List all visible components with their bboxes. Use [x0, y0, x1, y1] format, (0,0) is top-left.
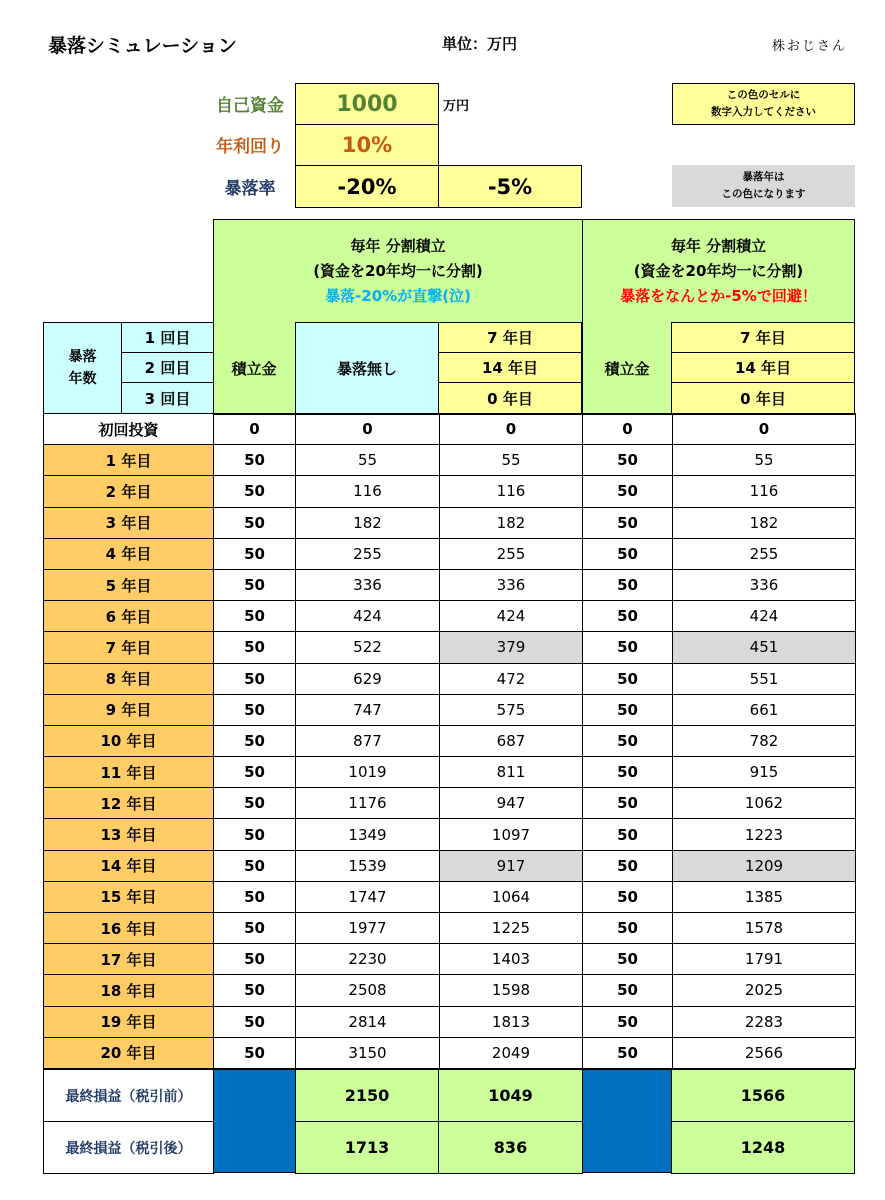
contribution-cell: 50: [583, 850, 673, 881]
year-label: 15 年目: [44, 881, 214, 912]
no-crash-cell: 1539: [296, 850, 440, 881]
scenario-a-cell: 1813: [440, 1006, 583, 1037]
contribution-cell: 50: [214, 757, 296, 788]
scenario-b-cell: 55: [673, 445, 856, 476]
scenario-b-cell: 661: [673, 694, 856, 725]
no-crash-cell: 2508: [296, 975, 440, 1006]
contribution-cell: 50: [583, 819, 673, 850]
contribution-cell: 50: [214, 569, 296, 600]
crash-rate-label: 暴落率: [224, 178, 276, 199]
table-row: [44, 788, 856, 819]
page-title: 暴落シミュレーション: [48, 35, 237, 57]
final-posttax-label: 最終損益（税引後）: [43, 1121, 214, 1174]
contribution-cell: 50: [214, 944, 296, 975]
scenario-a-cell: 1598: [440, 975, 583, 1006]
contribution-cell: 50: [214, 694, 296, 725]
unit-label: 単位：万円: [442, 35, 518, 53]
final-posttax-b: 1248: [671, 1121, 855, 1174]
contribution-cell: 50: [583, 538, 673, 569]
contribution-cell: 50: [583, 913, 673, 944]
author-name: 株おじさん: [772, 39, 848, 54]
contribution-cell: 50: [214, 445, 296, 476]
year-label: 19 年目: [44, 1006, 214, 1037]
contribution-cell: 50: [214, 1037, 296, 1068]
scenario-a-cell: 1097: [440, 819, 583, 850]
legend-input-line2: 数字入力してください: [711, 106, 816, 118]
table-row: [44, 663, 856, 694]
contribution-cell: 50: [214, 788, 296, 819]
crash-years-label-line2: 年数: [68, 371, 97, 387]
contribution-cell: 50: [214, 476, 296, 507]
year-label: 20 年目: [44, 1037, 214, 1068]
year-label: 10 年目: [44, 725, 214, 756]
scenario-b-note: 暴落をなんとか-5%で回避！: [620, 287, 817, 305]
capital-value: 1000: [336, 91, 398, 117]
contribution-cell: 50: [583, 944, 673, 975]
legend-input-line1: この色のセルに: [726, 89, 801, 101]
contribution-cell: 50: [214, 632, 296, 663]
no-crash-cell: 3150: [296, 1037, 440, 1068]
crash-year-a-3[interactable]: 0 年目: [438, 382, 582, 414]
scenario-b-cell: 782: [673, 725, 856, 756]
contribution-cell: 50: [214, 819, 296, 850]
no-crash-cell: 1977: [296, 913, 440, 944]
contribution-cell: 50: [583, 569, 673, 600]
no-crash-cell: 255: [296, 538, 440, 569]
year-label: 13 年目: [44, 819, 214, 850]
scenario-a-cell: 116: [440, 476, 583, 507]
scenario-a-note: 暴落-20%が直撃(泣): [325, 287, 471, 305]
contribution-cell: 50: [583, 881, 673, 912]
year-label: 2 年目: [44, 476, 214, 507]
scenario-a-cell: 811: [440, 757, 583, 788]
legend-input-color: [672, 83, 855, 125]
table-row: [44, 850, 856, 881]
scenario-a-cell: 182: [440, 507, 583, 538]
scenario-a-cell: 1064: [440, 881, 583, 912]
scenario-a-cell: 947: [440, 788, 583, 819]
simulation-table: [43, 413, 856, 1069]
capital-unit: 万円: [443, 99, 470, 114]
crash-year-b-3[interactable]: 0 年目: [671, 382, 855, 414]
contribution-cell: 50: [583, 601, 673, 632]
year-label: 7 年目: [44, 632, 214, 663]
year-label: 9 年目: [44, 694, 214, 725]
table-row: [44, 881, 856, 912]
no-crash-cell: 0: [296, 414, 440, 445]
scenario-a-cell: 0: [440, 414, 583, 445]
table-row: [44, 569, 856, 600]
table-row: [44, 1006, 856, 1037]
no-crash-cell: 2230: [296, 944, 440, 975]
table-row: [44, 538, 856, 569]
year-label: 8 年目: [44, 663, 214, 694]
table-row: [44, 913, 856, 944]
contribution-cell: 50: [583, 507, 673, 538]
contribution-cell: 50: [214, 975, 296, 1006]
contribution-cell: 50: [583, 725, 673, 756]
contribution-cell: 50: [583, 694, 673, 725]
scenario-b-cell: 1209: [673, 850, 856, 881]
table-row: [44, 725, 856, 756]
no-crash-cell: 522: [296, 632, 440, 663]
contribution-cell: 50: [214, 1006, 296, 1037]
scenario-b-cell: 915: [673, 757, 856, 788]
year-label: 4 年目: [44, 538, 214, 569]
no-crash-cell: 336: [296, 569, 440, 600]
year-label: 18 年目: [44, 975, 214, 1006]
table-row: [44, 694, 856, 725]
scenario-b-cell: 424: [673, 601, 856, 632]
contribution-col-header-b: 積立金: [604, 359, 650, 378]
table-row: [44, 975, 856, 1006]
scenario-a-cell: 424: [440, 601, 583, 632]
scenario-b-cell: 2283: [673, 1006, 856, 1037]
scenario-b-cell: 1791: [673, 944, 856, 975]
contribution-cell: 50: [214, 601, 296, 632]
contribution-cell: 50: [214, 725, 296, 756]
no-crash-cell: 629: [296, 663, 440, 694]
scenario-a-cell: 687: [440, 725, 583, 756]
crash-years-label-line1: 暴落: [68, 349, 97, 365]
contribution-cell: 50: [583, 632, 673, 663]
scenario-b-cell: 1062: [673, 788, 856, 819]
capital-input[interactable]: [295, 83, 439, 125]
year-label: 1 年目: [44, 445, 214, 476]
scenario-b-cell: 2566: [673, 1037, 856, 1068]
table-row: [44, 632, 856, 663]
scenario-b-title: 毎年 分割積立: [670, 237, 767, 255]
no-crash-cell: 424: [296, 601, 440, 632]
contribution-cell: 50: [214, 538, 296, 569]
year-label: 14 年目: [44, 850, 214, 881]
no-crash-cell: 747: [296, 694, 440, 725]
final-pretax-a: 1049: [438, 1069, 583, 1122]
yield-label: 年利回り: [216, 137, 284, 157]
table-row: [44, 944, 856, 975]
crash-rate-input-b[interactable]: [438, 165, 582, 208]
contribution-cell: 50: [214, 850, 296, 881]
scenario-a-cell: 255: [440, 538, 583, 569]
final-pretax-b: 1566: [671, 1069, 855, 1122]
scenario-b-cell: 255: [673, 538, 856, 569]
no-crash-cell: 877: [296, 725, 440, 756]
no-crash-cell: 1019: [296, 757, 440, 788]
scenario-b-cell: 1578: [673, 913, 856, 944]
scenario-b-cell: 1385: [673, 881, 856, 912]
crash-years-label: [43, 322, 122, 414]
crash-year-b-2[interactable]: 14 年目: [671, 352, 855, 383]
final-pretax-blank-b: [582, 1069, 672, 1173]
contribution-cell: 50: [583, 975, 673, 1006]
scenario-b-cell: 551: [673, 663, 856, 694]
scenario-b-cell: 182: [673, 507, 856, 538]
final-pretax-no-crash: 2150: [295, 1069, 439, 1122]
crash-count-2: 2 回目: [121, 352, 214, 383]
crash-count-3: 3 回目: [121, 382, 214, 414]
scenario-b-cell: 2025: [673, 975, 856, 1006]
scenario-b-cell: 336: [673, 569, 856, 600]
year-label: 3 年目: [44, 507, 214, 538]
year-label: 12 年目: [44, 788, 214, 819]
year-label: 17 年目: [44, 944, 214, 975]
scenario-a-subtitle: (資金を20年均一に分割): [313, 262, 483, 280]
crash-count-1: 1 回目: [121, 322, 214, 353]
year-label: 16 年目: [44, 913, 214, 944]
scenario-b-cell: 451: [673, 632, 856, 663]
scenario-a-cell: 575: [440, 694, 583, 725]
contribution-cell: 50: [583, 1006, 673, 1037]
scenario-a-cell: 1403: [440, 944, 583, 975]
crash-rate-value-a: -20%: [337, 174, 397, 199]
scenario-b-subtitle: (資金を20年均一に分割): [633, 262, 804, 280]
scenario-b-cell: 116: [673, 476, 856, 507]
scenario-b-cell: 0: [673, 414, 856, 445]
no-crash-cell: 182: [296, 507, 440, 538]
scenario-a-cell: 379: [440, 632, 583, 663]
crash-year-a-1[interactable]: 7 年目: [438, 322, 582, 353]
contribution-cell: 50: [214, 881, 296, 912]
scenario-b-cell: 1223: [673, 819, 856, 850]
final-posttax-a: 836: [438, 1121, 583, 1174]
table-row: [44, 601, 856, 632]
contribution-cell: 50: [583, 1037, 673, 1068]
contribution-cell: 50: [583, 663, 673, 694]
year-label: 5 年目: [44, 569, 214, 600]
scenario-a-title: 毎年 分割積立: [350, 237, 446, 255]
contribution-cell: 50: [583, 445, 673, 476]
table-row: [44, 757, 856, 788]
no-crash-cell: 116: [296, 476, 440, 507]
contribution-cell: 50: [214, 663, 296, 694]
contribution-cell: 50: [214, 507, 296, 538]
legend-crash-line2: この色になります: [721, 188, 806, 200]
contribution-col-header-a: 積立金: [231, 359, 277, 378]
no-crash-cell: 2814: [296, 1006, 440, 1037]
no-crash-col-header: 暴落無し: [295, 322, 439, 414]
no-crash-cell: 1176: [296, 788, 440, 819]
legend-crash-line1: 暴落年は: [742, 171, 785, 183]
crash-year-a-2[interactable]: 14 年目: [438, 352, 582, 383]
no-crash-cell: 1747: [296, 881, 440, 912]
scenario-a-cell: 472: [440, 663, 583, 694]
legend-crash-color: [672, 165, 855, 207]
final-pretax-label: 最終損益（税引前）: [43, 1069, 214, 1122]
yield-input[interactable]: [295, 124, 439, 166]
scenario-a-cell: 1225: [440, 913, 583, 944]
final-posttax-no-crash: 1713: [295, 1121, 439, 1174]
scenario-a-cell: 336: [440, 569, 583, 600]
row-label: 初回投資: [44, 414, 214, 445]
contribution-cell: 0: [214, 414, 296, 445]
scenario-a-cell: 917: [440, 850, 583, 881]
no-crash-cell: 55: [296, 445, 440, 476]
table-row: [44, 445, 856, 476]
crash-rate-value-b: -5%: [487, 174, 533, 199]
table-row: [44, 819, 856, 850]
crash-year-b-1[interactable]: 7 年目: [671, 322, 855, 353]
year-label: 11 年目: [44, 757, 214, 788]
crash-rate-input-a[interactable]: [295, 165, 439, 208]
capital-label: 自己資金: [216, 96, 284, 116]
final-pretax-blank-a: [213, 1069, 296, 1173]
contribution-cell: 50: [583, 788, 673, 819]
no-crash-cell: 1349: [296, 819, 440, 850]
contribution-cell: 50: [214, 913, 296, 944]
contribution-cell: 0: [583, 414, 673, 445]
contribution-cell: 50: [583, 757, 673, 788]
scenario-a-cell: 55: [440, 445, 583, 476]
year-label: 6 年目: [44, 601, 214, 632]
scenario-a-cell: 2049: [440, 1037, 583, 1068]
table-row: [44, 476, 856, 507]
table-row-initial: [44, 414, 856, 445]
table-row: [44, 507, 856, 538]
yield-value: 10%: [341, 133, 393, 157]
table-row: [44, 1037, 856, 1068]
contribution-cell: 50: [583, 476, 673, 507]
